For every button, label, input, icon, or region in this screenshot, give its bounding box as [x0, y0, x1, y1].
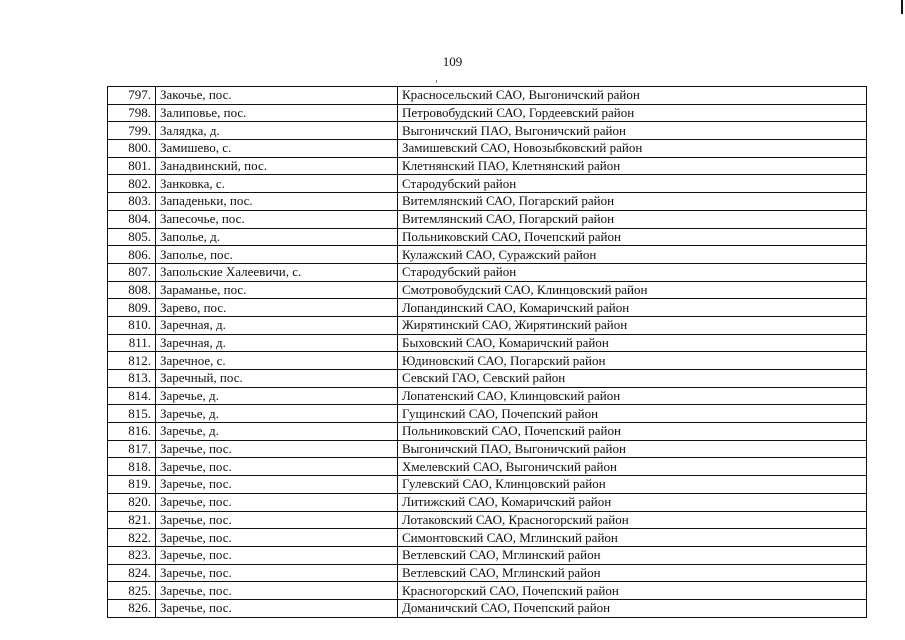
table-row — [108, 104, 867, 122]
settlement-name-cell: Заречье, пос. — [156, 546, 398, 564]
settlement-name-cell: Заречье, пос. — [156, 599, 398, 617]
row-number-cell: 810. — [108, 316, 156, 334]
row-number-cell: 823. — [108, 546, 156, 564]
table-row — [108, 352, 867, 370]
page-number: 109 — [442, 54, 463, 69]
table-row — [108, 493, 867, 511]
district-cell: Польниковский САО, Почепский район — [398, 423, 867, 441]
row-number-cell: 798. — [108, 104, 156, 122]
row-number-cell: 822. — [108, 529, 156, 547]
district-cell: Лотаковский САО, Красногорский район — [398, 511, 867, 529]
table-row — [108, 210, 867, 228]
table-row — [108, 299, 867, 317]
table-row — [108, 263, 867, 281]
settlement-name-cell: Заречье, пос. — [156, 476, 398, 494]
row-number-cell: 800. — [108, 140, 156, 158]
table-row — [108, 175, 867, 193]
district-cell: Петровобудский САО, Гордеевский район — [398, 104, 867, 122]
district-cell: Стародубский район — [398, 263, 867, 281]
table-row — [108, 246, 867, 264]
settlement-name-cell: Заречье, пос. — [156, 582, 398, 600]
district-cell: Ветлевский САО, Мглинский район — [398, 546, 867, 564]
district-cell: Выгоничский ПАО, Выгоничский район — [398, 440, 867, 458]
table-row — [108, 511, 867, 529]
row-number-cell: 820. — [108, 493, 156, 511]
settlement-name-cell: Заречье, пос. — [156, 458, 398, 476]
district-cell: Красногорский САО, Почепский район — [398, 582, 867, 600]
district-cell: Витемлянский САО, Погарский район — [398, 193, 867, 211]
settlement-name-cell: Заречная, д. — [156, 334, 398, 352]
row-number-cell: 811. — [108, 334, 156, 352]
settlements-table-body — [108, 87, 867, 618]
district-cell: Юдиновский САО, Погарский район — [398, 352, 867, 370]
settlement-name-cell: Замишево, с. — [156, 140, 398, 158]
table-row — [108, 228, 867, 246]
row-number-cell: 801. — [108, 157, 156, 175]
table-row — [108, 405, 867, 423]
row-number-cell: 804. — [108, 210, 156, 228]
row-number-cell: 809. — [108, 299, 156, 317]
table-row — [108, 423, 867, 441]
table-row — [108, 546, 867, 564]
row-number-cell: 799. — [108, 122, 156, 140]
district-cell: Лопатенский САО, Клинцовский район — [398, 387, 867, 405]
settlement-name-cell: Закочье, пос. — [156, 87, 398, 105]
settlement-name-cell: Залядка, д. — [156, 122, 398, 140]
row-number-cell: 806. — [108, 246, 156, 264]
row-number-cell: 814. — [108, 387, 156, 405]
district-cell: Жирятинский САО, Жирятинский район — [398, 316, 867, 334]
district-cell: Севский ГАО, Севский район — [398, 370, 867, 388]
row-number-cell: 805. — [108, 228, 156, 246]
district-cell: Витемлянский САО, Погарский район — [398, 210, 867, 228]
district-cell: Выгоничский ПАО, Выгоничский район — [398, 122, 867, 140]
row-number-cell: 808. — [108, 281, 156, 299]
row-number-cell: 802. — [108, 175, 156, 193]
row-number-cell: 824. — [108, 564, 156, 582]
district-cell: Литижский САО, Комаричский район — [398, 493, 867, 511]
settlement-name-cell: Заречье, д. — [156, 405, 398, 423]
settlements-table — [107, 86, 867, 618]
table-row — [108, 87, 867, 105]
row-number-cell: 816. — [108, 423, 156, 441]
district-cell: Гущинский САО, Почепский район — [398, 405, 867, 423]
row-number-cell: 826. — [108, 599, 156, 617]
table-row — [108, 140, 867, 158]
district-cell: Ветлевский САО, Мглинский район — [398, 564, 867, 582]
settlement-name-cell: Заречье, пос. — [156, 529, 398, 547]
settlement-name-cell: Зарево, пос. — [156, 299, 398, 317]
row-number-cell: 812. — [108, 352, 156, 370]
scan-edge-mark — [901, 0, 903, 14]
row-number-cell: 825. — [108, 582, 156, 600]
table-row — [108, 582, 867, 600]
scan-tick-mark — [436, 80, 437, 83]
table-row — [108, 564, 867, 582]
settlement-name-cell: Заречный, пос. — [156, 370, 398, 388]
row-number-cell: 821. — [108, 511, 156, 529]
district-cell: Доманичский САО, Почепский район — [398, 599, 867, 617]
table-row — [108, 387, 867, 405]
table-row — [108, 529, 867, 547]
settlement-name-cell: Заречье, пос. — [156, 511, 398, 529]
table-row — [108, 316, 867, 334]
row-number-cell: 817. — [108, 440, 156, 458]
settlement-name-cell: Заречье, пос. — [156, 564, 398, 582]
district-cell: Хмелевский САО, Выгоничский район — [398, 458, 867, 476]
settlement-name-cell: Заполье, пос. — [156, 246, 398, 264]
settlement-name-cell: Заречье, д. — [156, 423, 398, 441]
settlement-name-cell: Запольские Халеевичи, с. — [156, 263, 398, 281]
district-cell: Стародубский район — [398, 175, 867, 193]
table-row — [108, 370, 867, 388]
table-row — [108, 476, 867, 494]
settlement-name-cell: Заречная, д. — [156, 316, 398, 334]
district-cell: Польниковский САО, Почепский район — [398, 228, 867, 246]
settlement-name-cell: Заречье, пос. — [156, 440, 398, 458]
row-number-cell: 803. — [108, 193, 156, 211]
settlement-name-cell: Занадвинский, пос. — [156, 157, 398, 175]
settlement-name-cell: Залиповье, пос. — [156, 104, 398, 122]
district-cell: Быховский САО, Комаричский район — [398, 334, 867, 352]
row-number-cell: 813. — [108, 370, 156, 388]
district-cell: Красносельский САО, Выгоничский район — [398, 87, 867, 105]
row-number-cell: 819. — [108, 476, 156, 494]
settlement-name-cell: Заполье, д. — [156, 228, 398, 246]
district-cell: Замишевский САО, Новозыбковский район — [398, 140, 867, 158]
table-row — [108, 458, 867, 476]
district-cell: Клетнянский ПАО, Клетнянский район — [398, 157, 867, 175]
settlement-name-cell: Заречное, с. — [156, 352, 398, 370]
district-cell: Смотровобудский САО, Клинцовский район — [398, 281, 867, 299]
settlement-name-cell: Занковка, с. — [156, 175, 398, 193]
row-number-cell: 818. — [108, 458, 156, 476]
settlement-name-cell: Запесочье, пос. — [156, 210, 398, 228]
table-row — [108, 193, 867, 211]
row-number-cell: 797. — [108, 87, 156, 105]
table-row — [108, 157, 867, 175]
settlement-name-cell: Зараманье, пос. — [156, 281, 398, 299]
district-cell: Кулажский САО, Суражский район — [398, 246, 867, 264]
table-row — [108, 281, 867, 299]
district-cell: Гулевский САО, Клинцовский район — [398, 476, 867, 494]
district-cell: Симонтовский САО, Мглинский район — [398, 529, 867, 547]
settlement-name-cell: Заречье, пос. — [156, 493, 398, 511]
settlement-name-cell: Западеньки, пос. — [156, 193, 398, 211]
table-row — [108, 440, 867, 458]
table-row — [108, 334, 867, 352]
row-number-cell: 815. — [108, 405, 156, 423]
district-cell: Лопандинский САО, Комаричский район — [398, 299, 867, 317]
table-row — [108, 122, 867, 140]
settlement-name-cell: Заречье, д. — [156, 387, 398, 405]
table-row — [108, 599, 867, 617]
row-number-cell: 807. — [108, 263, 156, 281]
